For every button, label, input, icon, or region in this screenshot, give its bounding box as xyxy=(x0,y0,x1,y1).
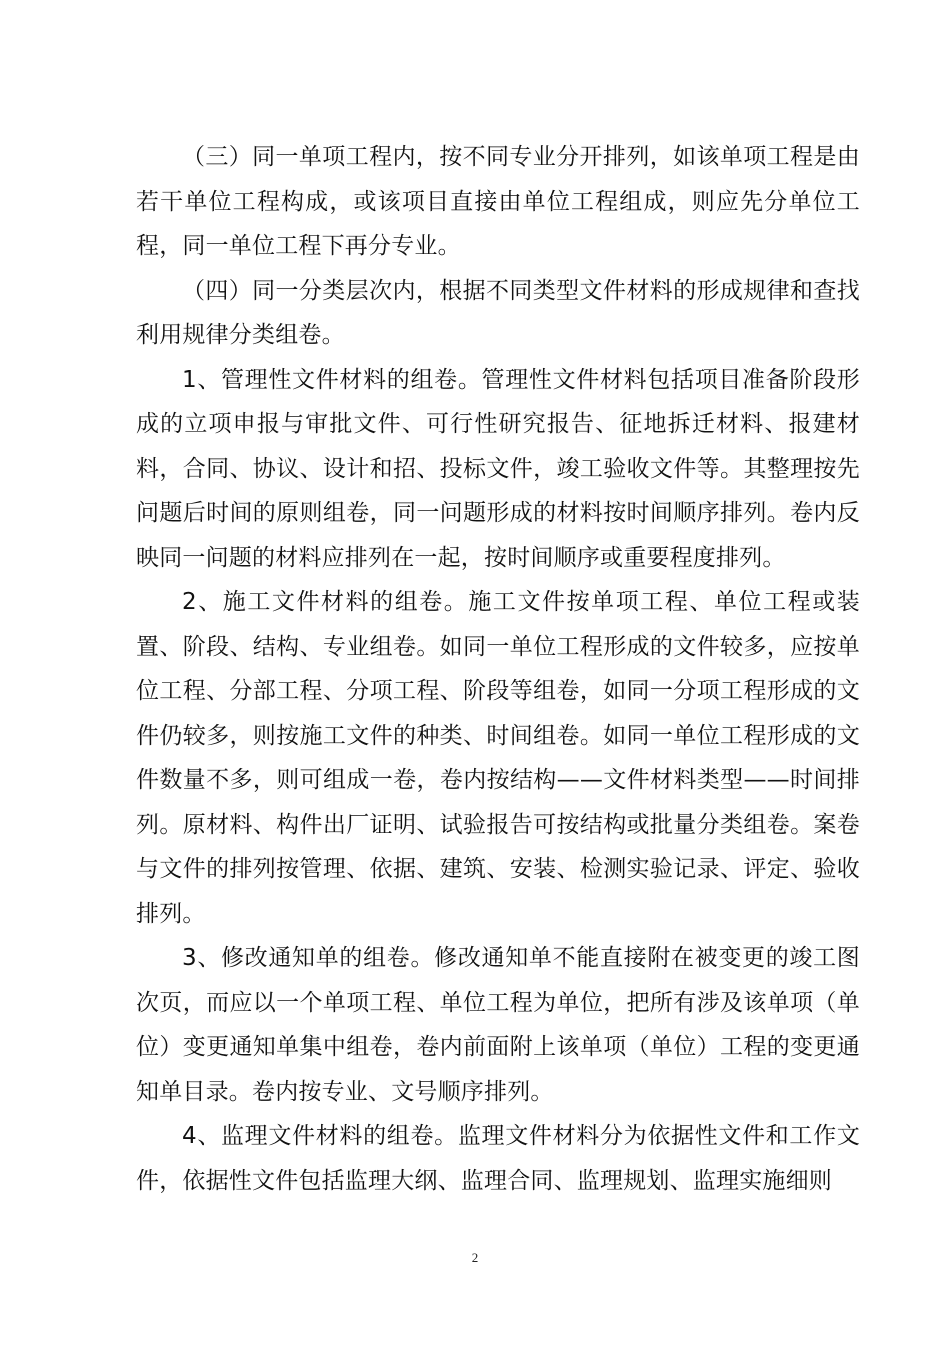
body-text xyxy=(136,135,860,1203)
paragraph-section-4: （四）同一分类层次内，根据不同类型文件材料的形成规律和查找利用规律分类组卷。 xyxy=(136,277,860,348)
paragraph-item-4-supervision-files: 4、监理文件材料的组卷。监理文件材料分为依据性文件和工作文件，依据性文件包括监理大纲、监理合同、监理规划、监理实施细则 xyxy=(136,1123,860,1194)
paragraph-item-2-construction-files: 2、施工文件材料的组卷。施工文件按单项工程、单位工程或装置、阶段、结构、专业组卷。如同一单位工程形成的文件较多，应按单位工程、分部工程、分项工程、阶段等组卷，如同一分项工程形成的文件仍较多，则按施工文件的种类、时间组卷。如同一单位工程形成的文件数量不多，则可组成一卷，卷内按结构——文件材料类型——时间排列。原材料、构件出厂证明、试验报告可按结构或批量分类组卷。案卷与文件的排列按管理、依据、建筑、安装、检测实验记录、评定、验收排列。 xyxy=(136,589,860,927)
paragraph-section-3: （三）同一单项工程内，按不同专业分开排列，如该单项工程是由若干单位工程构成，或该项目直接由单位工程组成，则应先分单位工程，同一单位工程下再分专业。 xyxy=(136,144,860,259)
paragraph-item-3-change-notices: 3、修改通知单的组卷。修改通知单不能直接附在被变更的竣工图次页，而应以一个单项工程、单位工程为单位，把所有涉及该单项（单位）变更通知单集中组卷，卷内前面附上该单项（单位）工程的变更通知单目录。卷内按专业、文号顺序排列。 xyxy=(136,945,860,1105)
page-number: 2 xyxy=(471,1250,479,1265)
paragraph-item-1-management-files: 1、管理性文件材料的组卷。管理性文件材料包括项目准备阶段形成的立项申报与审批文件、可行性研究报告、征地拆迁材料、报建材料，合同、协议、设计和招、投标文件，竣工验收文件等。其整理按先问题后时间的原则组卷，同一问题形成的材料按时间顺序排列。卷内反映同一问题的材料应排列在一起，按时间顺序或重要程度排列。 xyxy=(136,366,860,571)
